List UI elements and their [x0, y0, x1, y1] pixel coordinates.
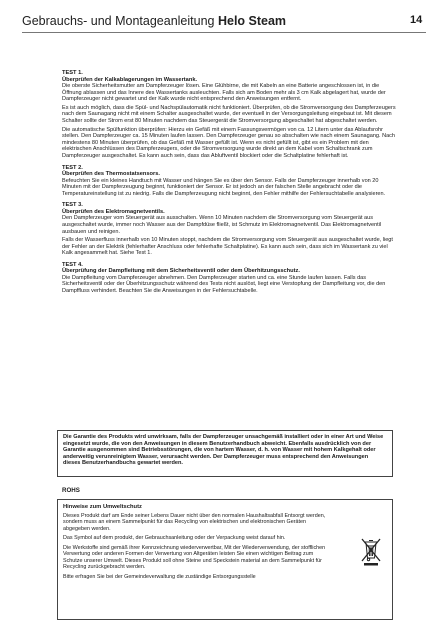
test-3-paragraph-2: Falls der Wasserfluss innerhalb von 10 Minuten stoppt, nachdem die Stromversorgung vom Steuergerät aus ausgeschaltet wurde, liegt der Fehler an der Elektrik (fehlerhafter Anschluss oder fehlerhafte Schaltplatine). Es kann auch sein, dass sich im Wassertank zu viel Kalk angesammelt hat. Siehe Test 1.	[62, 237, 393, 257]
test-1-heading: TEST 1.	[62, 70, 83, 76]
environment-paragraph-4: Bitte erfragen Sie bei der Gemeindeverwaltung die zuständige Entsorgungsstelle	[63, 573, 256, 580]
test-3-section	[62, 202, 397, 257]
test-4-subheading: Überprüfung der Dampfleitung mit dem Sicherheitsventil oder dem Überhitzungsschutz.	[62, 268, 300, 275]
rohs-label: ROHS	[62, 487, 80, 494]
test-4-paragraph-1: Die Dampfleitung vom Dampferzeuger abnehmen. Den Dampferzeuger starten und ca. eine Stunde laufen lassen. Falls das Sicherheitsventil oder der Überhitzungsschutz während des Tests nicht auslöst, liegt eine Verstopfung der Dampfleitung vor, die den Dampffluss verhindert. Beachten Sie die Anweisungen in der Fehlersuchtabelle.	[62, 274, 386, 295]
test-sections	[62, 70, 397, 300]
test-3-subheading: Überprüfen des Elektromagnetventils.	[62, 208, 165, 215]
page-number: 14	[410, 14, 423, 26]
environment-paragraph-2: Das Symbol auf dem produkt, der Gebrauchsanleitung oder der Verpackung weist darauf hin.	[63, 535, 286, 541]
environment-paragraph-1: Dieses Produkt darf am Ende seiner Lebens Dauer nicht über den normalen Haushaltsabfall Entsorgt werden, sondern muss an einem Sammelpunkt für das Recycling von elektrischen und elektronischen Geräten abgegeben werden.	[63, 512, 326, 532]
test-1-subheading: Überprüfen der Kalkablagerungen im Wassertank.	[62, 76, 198, 83]
test-2-heading: TEST 2.	[62, 164, 83, 171]
test-1-paragraph-1: Die oberste Sicherheitsmutter am Dampferzeuger lösen. Eine Glühbirne, die mit Kabeln an eine Batterie angeschlossen ist, in die Öffnung ablassen und das Innere des Wassertanks ausleuchten. Falls sich am Boden mehr als 3 cm Kalk abgelagert hat, wurde der Dampferzeuger nicht gewartet und der Kalk wurde nicht entsprechend den Anweisungen entfernt.	[62, 83, 386, 103]
header-title-prefix: Gebrauchs- und Montageanleitung	[22, 14, 218, 28]
test-1-paragraph-3: Die automatische Spülfunktion überprüfen: Hierzu ein Gefäß mit einem Fassungsvermögen von ca. 12 Litern unter das Ablaufsrohr stellen. Den Dampferzeuger ca. 15 Minuten laufen lassen. Den Dampferzeuger genau so abschalten wie nach einem Saunagang. Nach mindestens 80 Minuten überprüfen, ob das Gefäß mit Wasser gefüllt ist. Wenn es nicht gefüllt ist, gibt es ein Problem mit den elektrischen Anschlüssen des Dampferzeugers, oder die Stromversorgung wurde direkt an dem Kabel vom Schaltschrank zum Dampferzeuger ausgeschaltet. Es kann auch sein, dass das Abluftventil blockiert oder die Schaltplatine fehlerhaft ist.	[62, 126, 396, 159]
test-3-paragraph-1: Den Dampferzeuger vom Steuergerät aus ausschalten. Wenn 10 Minuten nachdem die Stromversorgung vom Steuergerät aus ausgeschaltet wurde, immer noch Wasser aus der Dampfdüse fließt, ist Schmutz im Elektromagnetventil. Das Elektromagnetventil ausbauen und reinigen.	[62, 215, 382, 235]
warranty-notice-box	[57, 430, 393, 477]
header-title	[22, 14, 286, 28]
test-2-section	[62, 165, 397, 198]
header-divider	[22, 32, 426, 33]
test-4-section	[62, 262, 397, 295]
test-3-heading: TEST 3.	[62, 202, 83, 209]
test-2-paragraph-1: Befeuchten Sie ein kleines Handtuch mit Wasser und hängen Sie es über den Sensor. Falls der Dampferzeuger innerhalb von 20 Minuten mit der Dampferzeugung beginnt, funktioniert der Sensor. Er ist jedoch an der falschen Stelle angebracht oder die Temperatureinstellung ist zu niedrig. Falls die Dampferzeugung nicht beginnt, den Fehler mithilfe der Fehlersuchtabelle analysieren.	[62, 177, 386, 197]
test-1-paragraph-2: Es ist auch möglich, dass die Spül- und Nachspülautomatik nicht funktioniert. Überprüfen, ob die Stromversorgung des Dampferzeugers nach dem Saunagang nicht mit einem Schalter ausgeschaltet wurde, der eventuell in der Versorgungsleitung eingebaut ist. Mit diesem Schalter sollte der Strom erst 80 Minuten nachdem das Steuergerät die Stromversorgung abgeschaltet hat abgeschaltet werden.	[62, 104, 396, 124]
test-2-subheading: Überprüfen des Thermostatsensors.	[62, 171, 160, 178]
environment-title: Hinweise zum Umweltschutz	[63, 504, 142, 510]
environment-notice-box	[57, 499, 393, 620]
environment-paragraph-3: Die Werkstoffe sind gemäß ihrer Kennzeichnung wiederverwertbar, Mit der Wiederverwendung, der stofflichen Verwertung oder anderen Formen der Verwertung von Altgeräten leisten Sie einen wichtigen Beitrag zum Schutze unserer Umwelt. Dieses Produkt soll ohne Steine und Speckstein material an dem Sammelpunkt für Recycling zurückgebracht werden.	[63, 544, 326, 570]
test-4-heading: TEST 4.	[62, 261, 83, 268]
test-1-section	[62, 70, 397, 160]
crossed-out-wheelie-bin-icon	[360, 537, 382, 567]
header-brand: Helo Steam	[217, 14, 287, 28]
warranty-notice-text: Die Garantie des Produkts wird unwirksam, falls der Dampferzeuger unsachgemäß installiert oder in einer Art und Weise eingesetzt wurde, die von den Anweisungen in diesem Benutzerhandbuch abweicht. Ebenfalls ausdrücklich von der Garantie ausgenommen sind Betriebsstörungen, die von hartem Wasser, d. h. von Wasser mit hohem Kalkgehalt oder anderweitig verunreinigtem Wasser, verursacht werden. Der Dampferzeuger muss entsprechend den Anweisungen dieses Benutzerhandbuchs gewartet werden.	[63, 434, 384, 467]
